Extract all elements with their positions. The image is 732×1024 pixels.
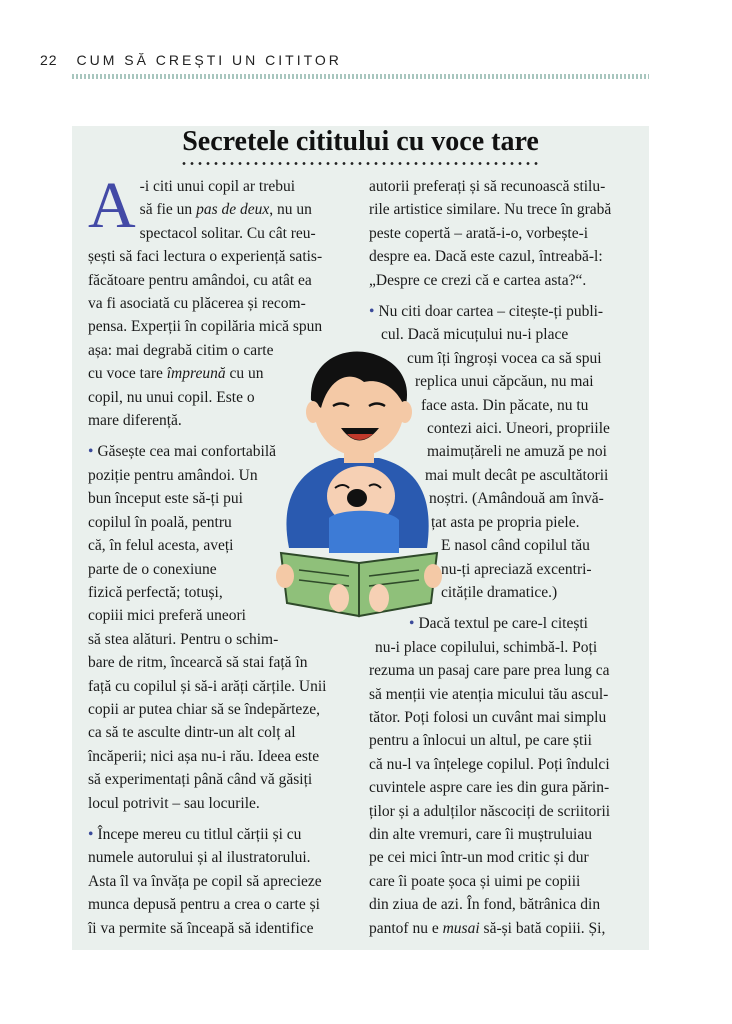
text-span: Nu citi doar cartea – citește-ți publi- — [378, 303, 604, 321]
text-span: copiii mici preferă uneori — [88, 607, 246, 625]
bullet-icon: • — [409, 615, 415, 633]
text-line — [88, 745, 363, 768]
text-span: cu un — [225, 365, 264, 383]
text-line — [369, 753, 637, 776]
text-span: să-și bată copiii. Și, — [479, 919, 606, 937]
text-line — [88, 628, 363, 651]
text-span: peste copertă – arată-i-o, vorbește-i — [369, 224, 589, 242]
text-span: Găsește cea mai confortabilă — [97, 443, 277, 461]
parent-reading-illustration — [269, 348, 449, 618]
text-line — [369, 893, 637, 916]
text-line — [88, 917, 363, 940]
text-span: autorii preferați și să recunoască stilu- — [369, 178, 606, 195]
text-span: să fie un — [139, 201, 197, 219]
text-line — [88, 846, 363, 869]
drop-cap: A — [88, 169, 136, 242]
text-span: din alte vremuri, care îi muștruluiau — [369, 825, 592, 843]
text-span: E nasol când copilul tău — [441, 537, 590, 555]
text-span: munca depusă pentru a crea o carte și — [88, 896, 320, 914]
text-line — [369, 636, 637, 659]
text-span: tător. Poți folosi un cuvânt mai simplu — [369, 708, 607, 726]
text-line — [369, 729, 637, 752]
box-title-wrap — [72, 126, 649, 166]
text-line — [369, 776, 637, 799]
text-span: că, în felul acesta, aveți — [88, 537, 234, 555]
text-span: noștri. (Amândouă am învă- — [429, 490, 604, 508]
running-header — [40, 52, 342, 68]
text-line — [369, 300, 637, 323]
text-line — [88, 315, 363, 338]
text-span: pantof nu e — [369, 919, 443, 937]
text-span: cu voce tare — [88, 365, 167, 383]
text-span: rezuma un pasaj care pare prea lung ca — [369, 662, 610, 680]
emphasis: musai — [442, 919, 480, 937]
text-line — [369, 800, 637, 823]
text-span: să stea alături. Pentru o schim- — [88, 630, 279, 648]
text-line — [369, 245, 637, 268]
paragraph-gap — [369, 292, 637, 300]
text-span: așa: mai degrabă citim o carte — [88, 341, 274, 359]
text-span: să menții vie atenția micului tău ascul- — [369, 685, 609, 703]
bullet-icon: • — [88, 825, 94, 843]
emphasis: împreună — [166, 365, 226, 383]
paragraph-gap — [88, 815, 363, 823]
text-line — [369, 846, 637, 869]
text-line — [369, 917, 637, 940]
text-span: pensa. Experții în copilăria mică spun — [88, 318, 323, 336]
text-span: să experimentați până când vă găsiți — [88, 771, 313, 789]
text-span: încăperii; nici așa nu-i rău. Ideea este — [88, 747, 320, 765]
text-span: copil, nu unui copil. Este o — [88, 388, 255, 406]
page-number: 22 — [40, 52, 58, 68]
text-span: parte de o conexiune — [88, 560, 217, 578]
text-span: pe cei mici într-un mod critic și dur — [369, 849, 589, 867]
text-line — [88, 721, 363, 744]
text-line — [369, 823, 637, 846]
text-span: numele autorului și al ilustratorului. — [88, 849, 311, 867]
text-span: spectacol solitar. Cu cât reu- — [139, 224, 316, 242]
bullet-icon: • — [88, 443, 94, 461]
text-line — [369, 269, 637, 292]
text-line — [88, 768, 363, 791]
text-line — [369, 659, 637, 682]
text-span: țat asta pe propria piele. — [431, 513, 580, 531]
text-line — [88, 792, 363, 815]
text-line — [88, 651, 363, 674]
text-span: copilul în poală, pentru — [88, 513, 232, 531]
text-span: , nu un — [269, 201, 312, 219]
bullet-icon: • — [369, 303, 375, 321]
emphasis: pas de deux — [196, 201, 270, 219]
text-span: că nu-l va înțelege copilul. Poți îndulci — [369, 755, 610, 773]
text-span: Asta îl va învăța pe copil să aprecieze — [88, 872, 322, 890]
text-span: ților și a adulților născociți de scriitorii — [369, 802, 611, 820]
text-span: mare diferență. — [88, 412, 182, 430]
text-span: replica unui căpcăun, nu mai — [415, 373, 594, 391]
text-span: rile artistice similare. Nu trece în grabă — [369, 201, 612, 219]
text-span: îi va permite să înceapă să identifice — [88, 919, 314, 937]
text-line — [369, 323, 637, 346]
text-line — [369, 222, 637, 245]
text-span: bare de ritm, încearcă să stai față în — [88, 654, 308, 672]
text-span: copii ar putea chiar să se îndepărteze, — [88, 700, 320, 718]
text-span: care îi poate șoca și uimi pe copiii — [369, 872, 581, 890]
text-line — [88, 893, 363, 916]
text-span: va fi asociată cu plăcerea și recom- — [88, 295, 306, 313]
text-span: bun început este să-ți pui — [88, 490, 243, 508]
text-span: -i citi unui copil ar trebui — [139, 178, 296, 195]
running-title: CUM SĂ CREȘTI UN CITITOR — [76, 52, 342, 68]
text-line — [88, 292, 363, 315]
text-span: poziție pentru amândoi. Un — [88, 466, 258, 484]
text-span: nu-i place copilului, schimbă-l. Poți — [375, 638, 598, 656]
text-line — [369, 198, 637, 221]
text-span: mai mult decât pe ascultătorii — [425, 466, 609, 484]
text-span: citățile dramatice.) — [441, 583, 558, 601]
text-span: contezi aici. Uneori, propriile — [427, 420, 610, 438]
text-line — [88, 870, 363, 893]
text-span: din ziua de azi. În fond, bătrânica din — [369, 896, 601, 914]
text-span: locul potrivit – sau locurile. — [88, 794, 260, 812]
text-line — [88, 269, 363, 292]
text-span: „Despre ce crezi că e cartea asta?“. — [369, 271, 587, 289]
text-line — [369, 706, 637, 729]
text-span: pentru a înlocui un altul, pe care știi — [369, 732, 592, 750]
box-title: Secretele cititului cu voce tare — [180, 126, 541, 166]
text-span: cuvintele aspre care ies din gura părin- — [369, 779, 610, 797]
text-line — [369, 683, 637, 706]
text-span: cul. Dacă micuțului nu-i place — [381, 326, 569, 344]
text-line — [88, 675, 363, 698]
text-span: față cu copilul și să-i arăți cărțile. Unii — [88, 677, 327, 695]
text-line — [88, 823, 363, 846]
text-span: nu-ți apreciază excentri- — [441, 560, 592, 578]
book-icon — [281, 553, 359, 616]
sidebar-box — [72, 126, 649, 950]
text-span: Dacă textul pe care-l citești — [418, 615, 588, 633]
text-span: face asta. Din păcate, nu tu — [421, 396, 589, 414]
text-span: fizică perfectă; totuși, — [88, 583, 223, 601]
text-span: făcătoare pentru amândoi, cu atât ea — [88, 271, 312, 289]
text-span: Începe mereu cu titlul cărții și cu — [97, 825, 302, 843]
text-span: cum îți îngroși vocea ca să spui — [407, 349, 602, 367]
text-line — [369, 870, 637, 893]
text-span: șești să faci lectura o experiență satis- — [88, 248, 323, 266]
text-span: ca să te asculte dintr-un alt colț al — [88, 724, 296, 742]
header-dotted-rule — [72, 74, 649, 79]
text-line — [369, 175, 637, 198]
text-line — [88, 698, 363, 721]
text-span: despre ea. Dacă este cazul, întreabă-l: — [369, 248, 603, 266]
text-span: maimuțăreli ne amuză pe noi — [427, 443, 607, 461]
text-line — [88, 245, 363, 268]
